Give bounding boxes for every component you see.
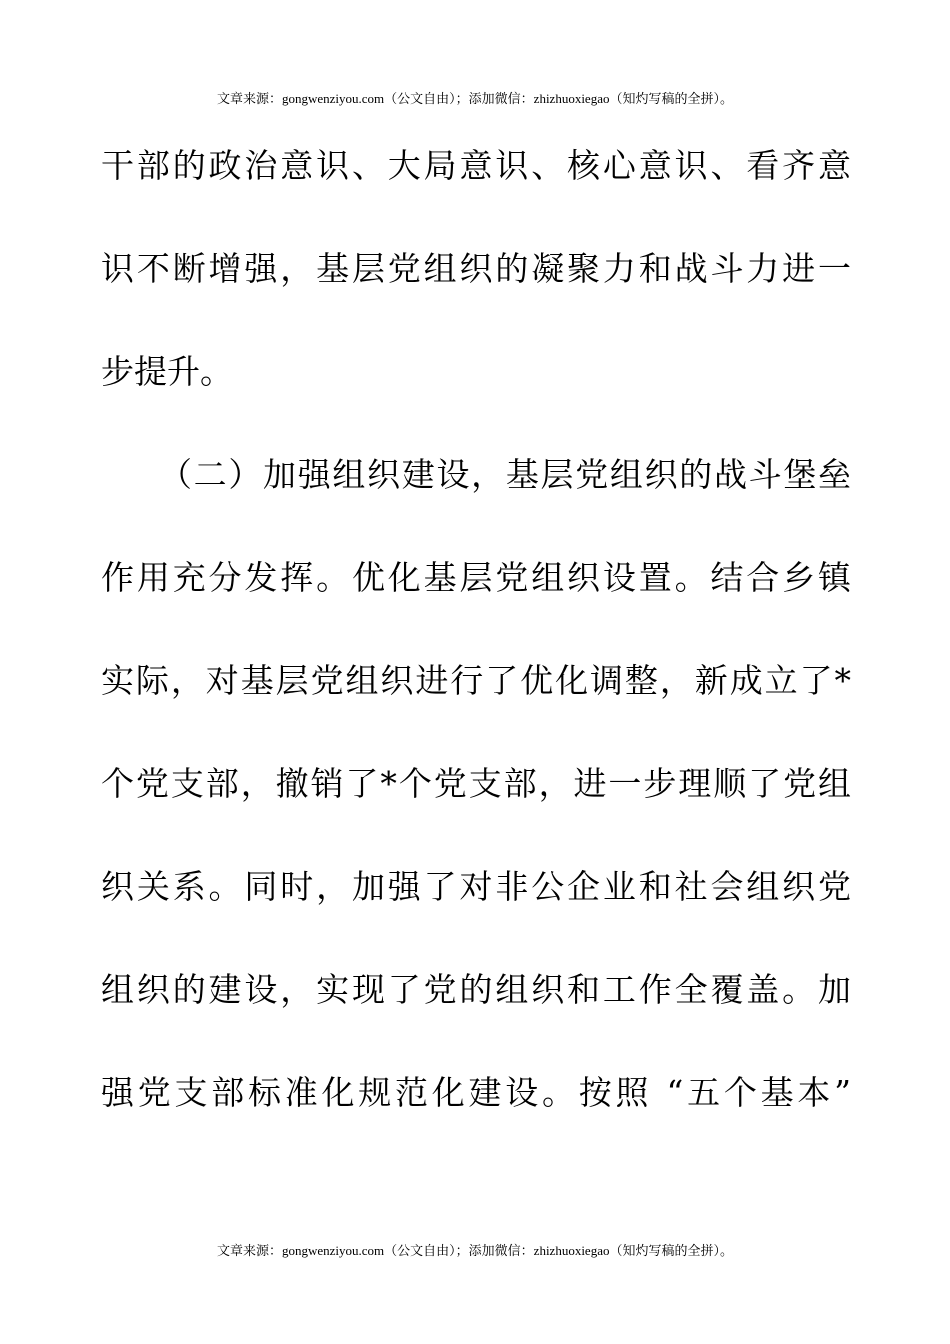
section-heading-line: （二）加强组织建设，基层党组织的战斗堡垒: [159, 455, 851, 494]
body-line-10: 强党支部标准化规范化建设。按照 “五个基本”: [101, 1073, 851, 1112]
body-line-9: 组织的建设，实现了党的组织和工作全覆盖。加: [101, 970, 851, 1009]
body-line-8: 织关系。同时，加强了对非公企业和社会组织党: [101, 867, 851, 906]
body-line-1: 干部的政治意识、大局意识、核心意识、看齐意: [101, 146, 851, 185]
footer-source-note: 文章来源：gongwenziyou.com（公文自由）；添加微信：zhizhuoxiegao（知灼写稿的全拼）。: [217, 1243, 733, 1258]
header-source-note: 文章来源：gongwenziyou.com（公文自由）；添加微信：zhizhuoxiegao（知灼写稿的全拼）。: [217, 91, 733, 106]
document-body: [101, 140, 851, 1170]
body-line-5: 作用充分发挥。优化基层党组织设置。结合乡镇: [101, 558, 851, 597]
body-line-7: 个党支部，撤销了*个党支部，进一步理顺了党组: [101, 764, 851, 803]
body-line-2: 识不断增强，基层党组织的凝聚力和战斗力进一: [101, 249, 851, 288]
body-line-6: 实际，对基层党组织进行了优化调整，新成立了*: [101, 661, 851, 700]
body-line-3: 步提升。: [101, 352, 233, 391]
